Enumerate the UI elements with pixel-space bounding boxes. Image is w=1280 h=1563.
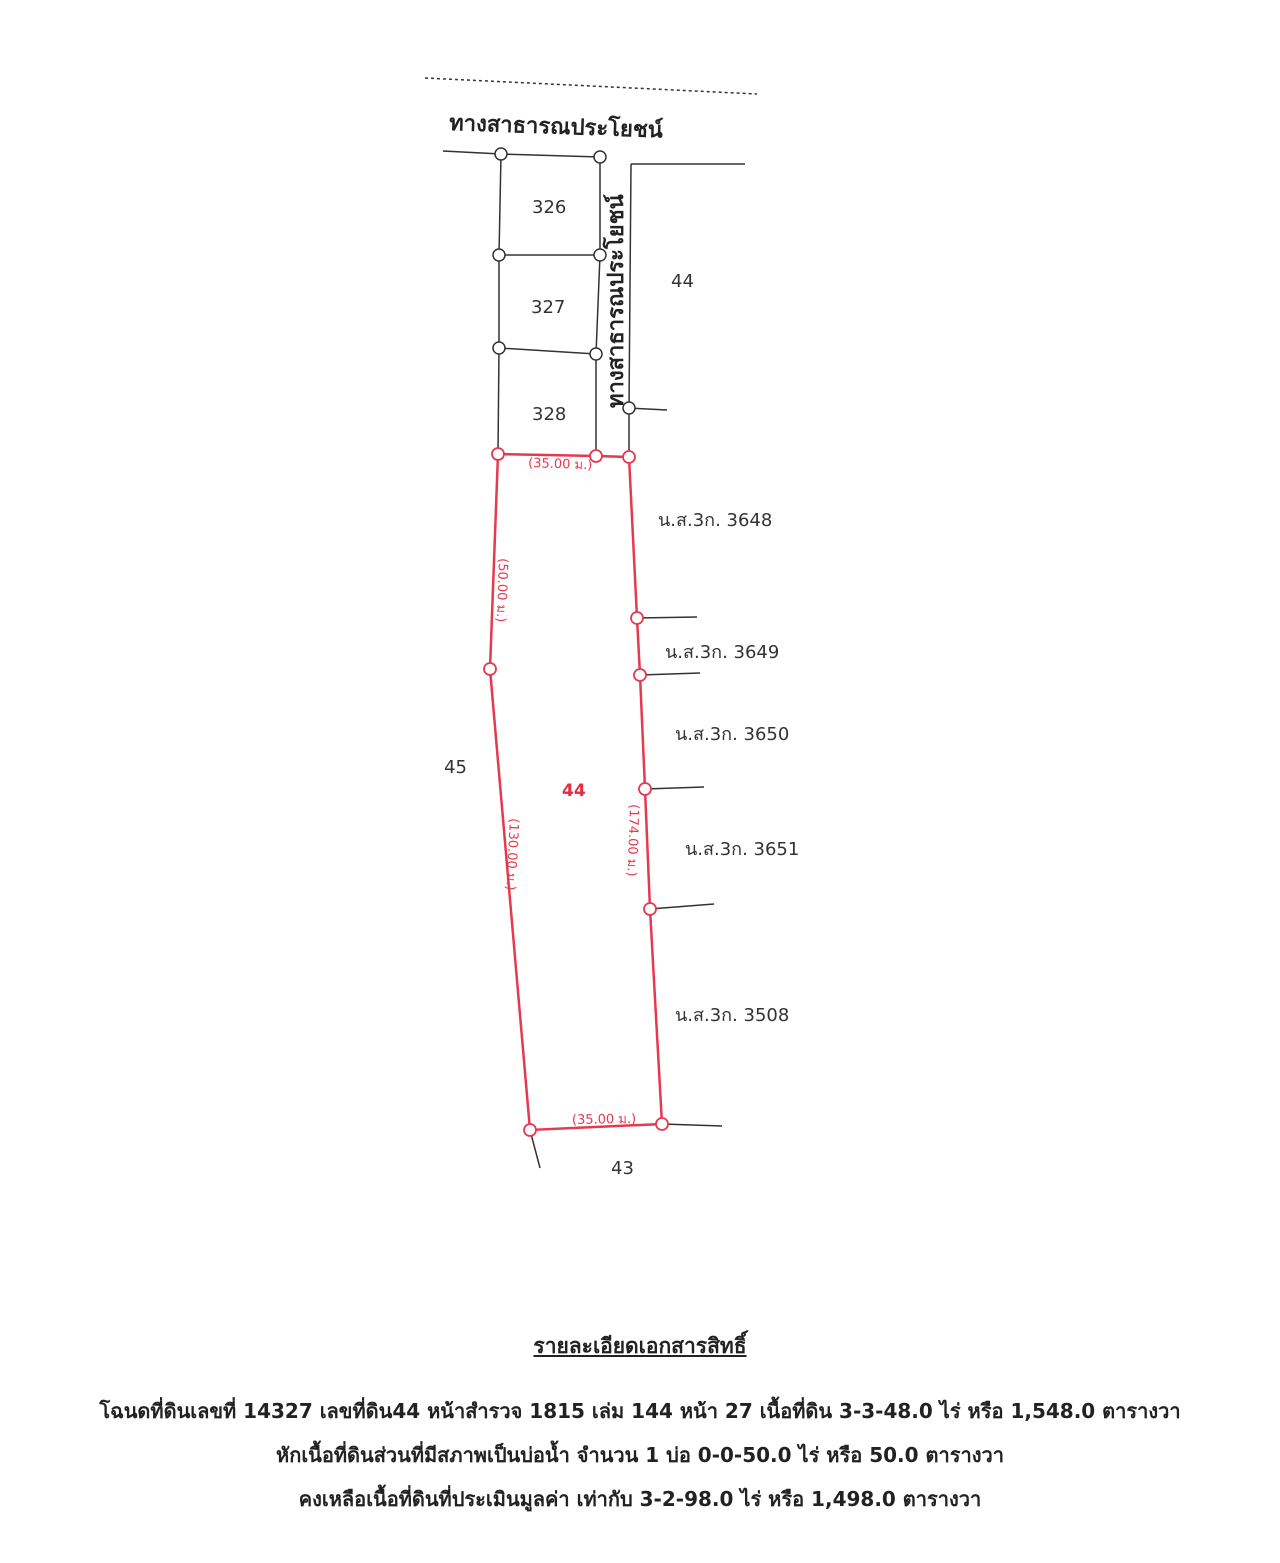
details-title: รายละเอียดเอกสารสิทธิ์ [533,1334,747,1358]
lot-326-label: 326 [532,197,567,218]
lot-328-label: 328 [532,404,567,425]
ns3-3508-label: น.ส.3ก. 3508 [675,1005,790,1026]
road-label-top: ทางสาธารณประโยชน์ [448,111,664,144]
neighbor-44-label: 44 [671,271,694,292]
ns3-3649-label: น.ส.3ก. 3649 [665,642,780,663]
road-label-side: ทางสาธารณประโยชน์ [604,194,629,408]
details-line-3: คงเหลือเนื้อที่ดินที่ประเมินมูลค่า เท่ากับ 3-2-98.0 ไร่ หรือ 1,498.0 ตารางวา [298,1487,982,1511]
ns3-3651-label: น.ส.3ก. 3651 [685,839,800,860]
dotted-boundary-line [425,78,757,94]
dim-south: (35.00 ม.) [571,1111,637,1128]
ns3-3648-label: น.ส.3ก. 3648 [658,510,773,531]
details-line-2: หักเนื้อที่ดินส่วนที่มีสภาพเป็นบ่อน้ำ จำนวน 1 บ่อ 0-0-50.0 ไร่ หรือ 50.0 ตารางวา [276,1443,1004,1467]
dim-west-upper: (50.00 ม.) [492,557,510,623]
lot-327-label: 327 [531,297,566,318]
dim-west-lower: (130.00 ม.) [502,817,521,891]
neighbor-45-label: 45 [444,757,467,778]
neighbor-43-label: 43 [611,1158,634,1179]
ns3-3650-label: น.ส.3ก. 3650 [675,724,790,745]
main-parcel-label: 44 [562,781,586,801]
document-details [0,1330,1280,1521]
details-line-1: โฉนดที่ดินเลขที่ 14327 เลขที่ดิน44 หน้าสำรวจ 1815 เล่ม 144 หน้า 27 เนื้อที่ดิน 3-3-48.0 ไร่ หรือ 1,548.0 ตารางวา [99,1399,1181,1423]
dim-north: (35.00 ม.) [527,456,593,474]
dim-east: (174.00 ม.) [623,803,641,877]
